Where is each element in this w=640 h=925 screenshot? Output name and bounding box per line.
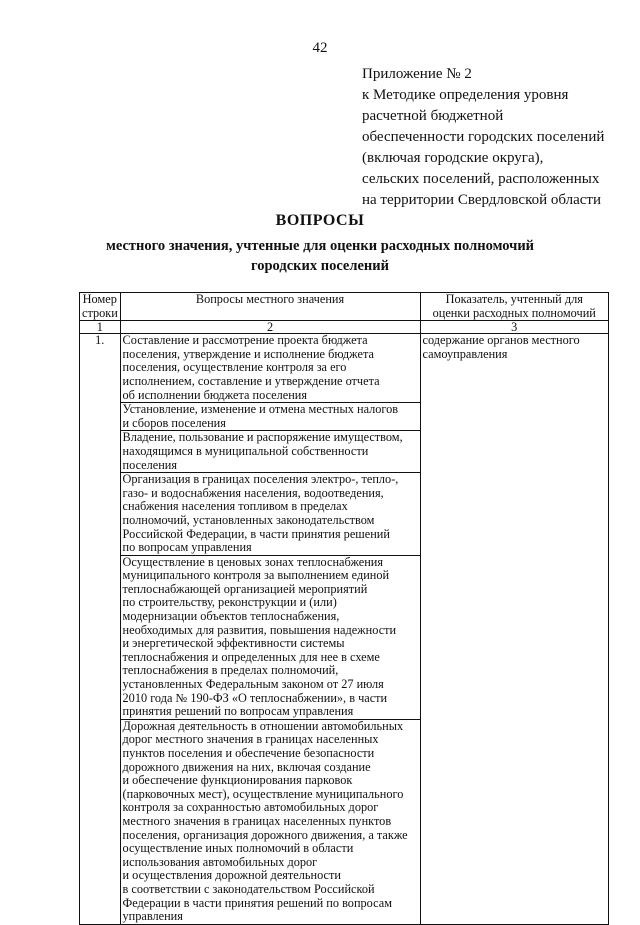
- question-line: теплоснабжения в пределах полномочий,: [122, 663, 339, 678]
- question-line: и сборов поселения: [122, 415, 226, 430]
- header-line: строки: [82, 305, 118, 320]
- title-sub-line: городских поселений: [250, 258, 389, 274]
- question-line: по вопросам управления: [122, 540, 252, 555]
- row-number: 1.: [80, 334, 121, 925]
- question-line: поселения, организация дорожного движения, а также: [122, 827, 408, 842]
- column-number: 2: [120, 321, 420, 334]
- question-line: Владение, пользование и распоряжение имуществом,: [122, 430, 403, 445]
- appendix-line: Приложение № 2: [362, 66, 472, 82]
- appendix-line: на территории Свердловской области: [362, 192, 602, 208]
- title-sub-line: местного значения, учтенные для оценки расходных полномочий: [105, 238, 535, 254]
- indicator-line: содержание органов местного: [422, 333, 580, 348]
- header-questions: Вопросы местного значения: [120, 293, 420, 321]
- header-line: Номер: [82, 292, 117, 306]
- question-line: полномочий, установленных законодательством: [122, 512, 375, 527]
- question-cell: [120, 334, 420, 403]
- column-number-row: [80, 321, 609, 334]
- question-line: об исполнении бюджета поселения: [122, 387, 308, 402]
- question-line: и обеспечение функционирования парковок: [122, 773, 353, 788]
- question-line: по строительству, реконструкции и (или): [122, 595, 337, 610]
- question-cell: [120, 555, 420, 719]
- question-line: газо- и водоснабжения населения, водоотведения,: [122, 485, 384, 500]
- appendix-line: (включая городские округа),: [362, 150, 544, 166]
- question-line: 2010 года № 190-ФЗ «О теплоснабжении», в части: [122, 690, 388, 705]
- question-line: теплоснабжения и определенных для нее в схеме: [122, 649, 380, 664]
- indicator-cell: [420, 334, 609, 925]
- question-line: использования автомобильных дорог: [122, 854, 318, 869]
- question-line: установленных Федеральным законом от 27 июля: [122, 677, 384, 692]
- header-line: оценки расходных полномочий: [432, 305, 596, 320]
- question-line: муниципального контроля за выполнением единой: [122, 568, 390, 583]
- question-cell: [120, 473, 420, 556]
- question-line: Организация в границах поселения электро-, тепло-,: [122, 472, 399, 487]
- question-line: осуществление иных полномочий в области: [122, 841, 354, 856]
- question-cell: [120, 719, 420, 924]
- question-line: Установление, изменение и отмена местных налогов: [122, 402, 399, 417]
- table-row: [80, 334, 609, 403]
- table-body: [80, 334, 609, 925]
- question-line: находящимся в муниципальной собственности: [122, 443, 369, 458]
- question-line: Дорожная деятельность в отношении автомобильных: [122, 718, 404, 733]
- question-line: поселения, осуществление контроля за его: [122, 360, 347, 375]
- column-number: 1: [80, 321, 121, 334]
- question-line: пунктов поселения и обеспечение безопасности: [122, 746, 375, 760]
- document-title: [0, 212, 640, 276]
- table-header-row: [80, 293, 609, 321]
- question-line: управления: [122, 909, 183, 924]
- question-line: в соответствии с законодательством Российской: [122, 881, 375, 896]
- title-main: ВОПРОСЫ: [275, 212, 365, 229]
- question-line: местного значения в границах населенных пунктов: [122, 813, 392, 828]
- questions-table: [79, 292, 609, 925]
- question-line: поселения: [122, 457, 178, 472]
- question-line: необходимых для развития, повышения надежности: [122, 622, 397, 637]
- appendix-note: [362, 64, 632, 211]
- appendix-line: расчетной бюджетной: [362, 108, 504, 124]
- question-line: теплоснабжающей организацией мероприятий: [122, 581, 368, 596]
- question-line: модернизации объектов теплоснабжения,: [122, 609, 340, 624]
- appendix-line: к Методике определения уровня: [362, 87, 569, 103]
- appendix-line: сельских поселений, расположенных: [362, 171, 600, 187]
- question-line: контроля за сохранностью автомобильных дорог: [122, 800, 379, 815]
- question-line: поселения, утверждение и исполнение бюджета: [122, 346, 374, 361]
- question-line: принятия решений по вопросам управления: [122, 704, 354, 719]
- indicator-line: самоуправления: [422, 346, 508, 361]
- appendix-line: обеспеченности городских поселений: [362, 129, 605, 145]
- question-line: и энергетической эффективности системы: [122, 636, 345, 651]
- question-line: Российской Федерации, в части принятия решений: [122, 526, 390, 541]
- header-row-number: [80, 293, 121, 321]
- question-line: Составление и рассмотрение проекта бюджета: [122, 333, 368, 348]
- question-cell: [120, 431, 420, 473]
- question-line: (парковочных мест), осуществление муниципального: [122, 786, 404, 801]
- question-line: снабжения населения топливом в пределах: [122, 499, 348, 514]
- header-line: Показатель, учтенный для: [445, 292, 583, 306]
- header-indicator: [420, 293, 609, 321]
- question-line: дорог местного значения в границах населенных: [122, 732, 379, 747]
- question-line: Федерации в части принятия решений по вопросам: [122, 895, 392, 910]
- column-number: 3: [420, 321, 609, 334]
- page-number: 42: [312, 40, 328, 56]
- question-line: исполнением, составление и утверждение отчета: [122, 373, 380, 388]
- question-cell: [120, 403, 420, 431]
- question-line: дорожного движения на них, включая создание: [122, 759, 371, 774]
- question-line: Осуществление в ценовых зонах теплоснабжения: [122, 554, 384, 569]
- question-line: и осуществления дорожной деятельности: [122, 868, 341, 883]
